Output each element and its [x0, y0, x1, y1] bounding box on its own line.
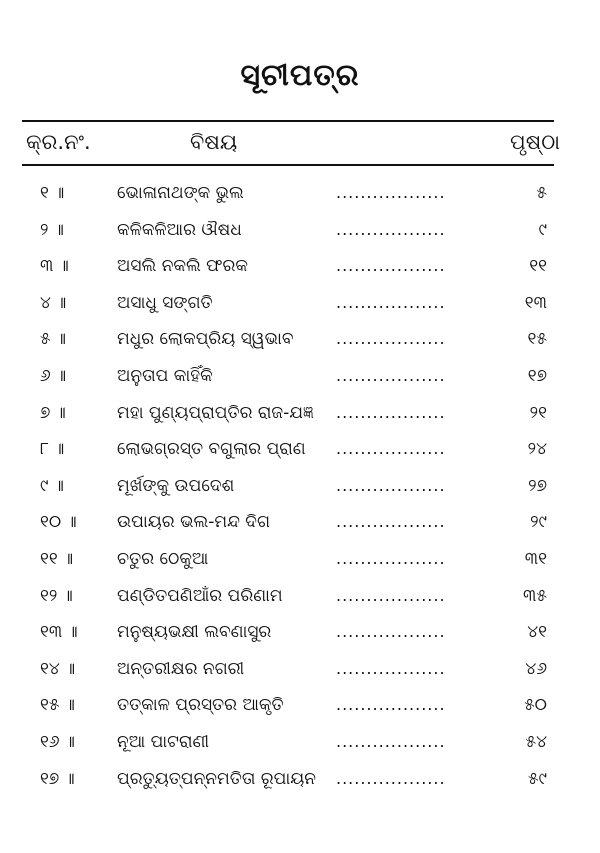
entry-page: ୩୧	[524, 548, 547, 569]
entry-number: ୧୦ ॥	[40, 512, 77, 533]
entry-number: ୧୪ ॥	[40, 658, 76, 679]
entry-page: ୨୭	[528, 475, 547, 496]
toc-entry	[0, 248, 600, 285]
dot-leader: ..................	[336, 439, 446, 459]
dot-leader: ..................	[336, 365, 446, 385]
entry-page: ୧୧	[529, 256, 547, 277]
entry-number: ୭ ॥	[40, 402, 66, 423]
toc-entry	[0, 395, 600, 432]
entry-page: ୨୪	[527, 439, 547, 460]
entry-title: ଉପାୟର ଭଲ-ମନ୍ଦ ଦିଗ	[117, 512, 271, 533]
entry-title: ମନୁଷ୍ୟଭକ୍ଷୀ ଲବଣାସୁର	[117, 622, 272, 643]
entry-title: ନୂଆ ପାଟରାଣୀ	[117, 731, 210, 752]
entry-page: ୫୦	[524, 695, 547, 716]
entry-page: ୫୯	[527, 768, 547, 789]
entry-number: ୩ ॥	[40, 256, 69, 277]
entry-title: ଅସଲି ନକଲି ଫରକ	[117, 256, 248, 277]
entry-title: ଅନ୍ତରୀକ୍ଷର ନଗରୀ	[117, 658, 245, 679]
toc-entry	[0, 212, 600, 249]
dot-leader: ..................	[336, 512, 446, 532]
dot-leader: ..................	[336, 329, 446, 349]
header-top-rule	[22, 120, 554, 122]
entry-title: ଚତୁର ଠେକୁଆ	[117, 548, 209, 569]
dot-leader: ..................	[336, 768, 446, 788]
entry-number: ୧୨ ॥	[40, 585, 73, 606]
toc-entry	[0, 321, 600, 358]
entry-number: ୧ ॥	[40, 183, 65, 203]
toc-entry	[0, 614, 600, 651]
entry-number: ୨ ॥	[40, 219, 64, 240]
entry-number: ୧୬ ॥	[40, 731, 75, 752]
entry-page: ୨୯	[530, 512, 547, 533]
entry-title: ମଧୁର ଲୋକପ୍ରିୟ ସ୍ୱଭାବ	[117, 329, 294, 350]
toc-entry	[0, 651, 600, 688]
page-title: ସୂଚୀପତ୍ର	[240, 58, 360, 93]
entry-number: ୪ ॥	[40, 292, 67, 313]
entry-title: ତତ୍କାଳ ପ୍ରସ୍ତର ଆକୃତି	[117, 695, 284, 716]
dot-leader: ..................	[336, 622, 446, 642]
toc-entry	[0, 358, 600, 395]
toc-entry	[0, 687, 600, 724]
column-header-page: ପୃଷ୍ଠା	[510, 130, 561, 154]
toc-entry	[0, 724, 600, 761]
dot-leader: ..................	[336, 658, 446, 678]
entry-page: ୫୪	[525, 731, 547, 752]
entry-title: ମହା ପୁଣ୍ୟପ୍ରାପ୍ତିର ରାଜ-ଯଜ୍ଞ	[117, 402, 314, 423]
entry-number: ୧୩ ॥	[40, 622, 78, 643]
entry-title: ଲୋଭଗ୍ରସ୍ତ ବଗୁଲାର ପ୍ରାଣ	[117, 439, 306, 460]
dot-leader: ..................	[336, 731, 446, 751]
column-header-subject: ବିଷୟ	[190, 130, 238, 154]
toc-entry	[0, 431, 600, 468]
table-of-contents	[0, 175, 600, 797]
toc-entry	[0, 504, 600, 541]
header-bottom-rule	[22, 164, 554, 166]
dot-leader: ..................	[336, 183, 446, 202]
entry-number: ୧୭ ॥	[40, 768, 75, 789]
entry-title: ପ୍ରତ୍ୟୁତ୍ପନ୍ନମତିତା ରୂପାୟନ	[117, 768, 316, 789]
toc-entry	[0, 761, 600, 798]
entry-page: ୧୫	[527, 329, 547, 350]
toc-entry	[0, 468, 600, 505]
entry-number: ୫ ॥	[40, 329, 67, 350]
dot-leader: ..................	[336, 548, 446, 568]
column-header-number: କ୍ର.ନଂ.	[26, 130, 91, 154]
entry-title: ପଣ୍ଡିତପଣିଆଁର ପରିଣାମ	[117, 585, 283, 606]
entry-title: ଭୋଳାନାଥଙ୍କ ଭୁଲ	[117, 183, 244, 203]
entry-title: ମୂର୍ଖଙ୍କୁ ଉପଦେଶ	[117, 475, 235, 496]
entry-page: ୩୫	[523, 585, 547, 606]
entry-number: ୧୫ ॥	[40, 695, 75, 716]
entry-page: ୪୬	[525, 658, 547, 679]
entry-title: ଅନୁତାପ କାହିଁକି	[117, 365, 213, 386]
entry-number: ୬ ॥	[40, 365, 67, 386]
dot-leader: ..................	[336, 292, 446, 312]
entry-page: ୪୧	[527, 622, 547, 643]
toc-entry	[0, 541, 600, 578]
entry-page: ୧୭	[527, 365, 547, 386]
toc-entry	[0, 285, 600, 322]
dot-leader: ..................	[336, 402, 446, 422]
entry-number: ୯ ॥	[40, 475, 64, 496]
entry-title: କଳିକଳିଆର ଔଷଧ	[117, 219, 242, 240]
entry-title: ଅସାଧୁ ସଙ୍ଗତି	[117, 292, 213, 313]
entry-page: ୯	[538, 219, 547, 240]
entry-page: ୧୩	[524, 292, 547, 313]
dot-leader: ..................	[336, 219, 446, 239]
entry-page: ୫	[536, 183, 547, 203]
toc-entry	[0, 578, 600, 615]
dot-leader: ..................	[336, 475, 446, 495]
dot-leader: ..................	[336, 256, 446, 276]
entry-page: ୨୧	[529, 402, 547, 423]
dot-leader: ..................	[336, 695, 446, 715]
entry-number: ୧୧ ॥	[40, 548, 74, 569]
dot-leader: ..................	[336, 585, 446, 605]
entry-number: ୮ ॥	[40, 439, 65, 460]
toc-entry	[0, 175, 600, 212]
